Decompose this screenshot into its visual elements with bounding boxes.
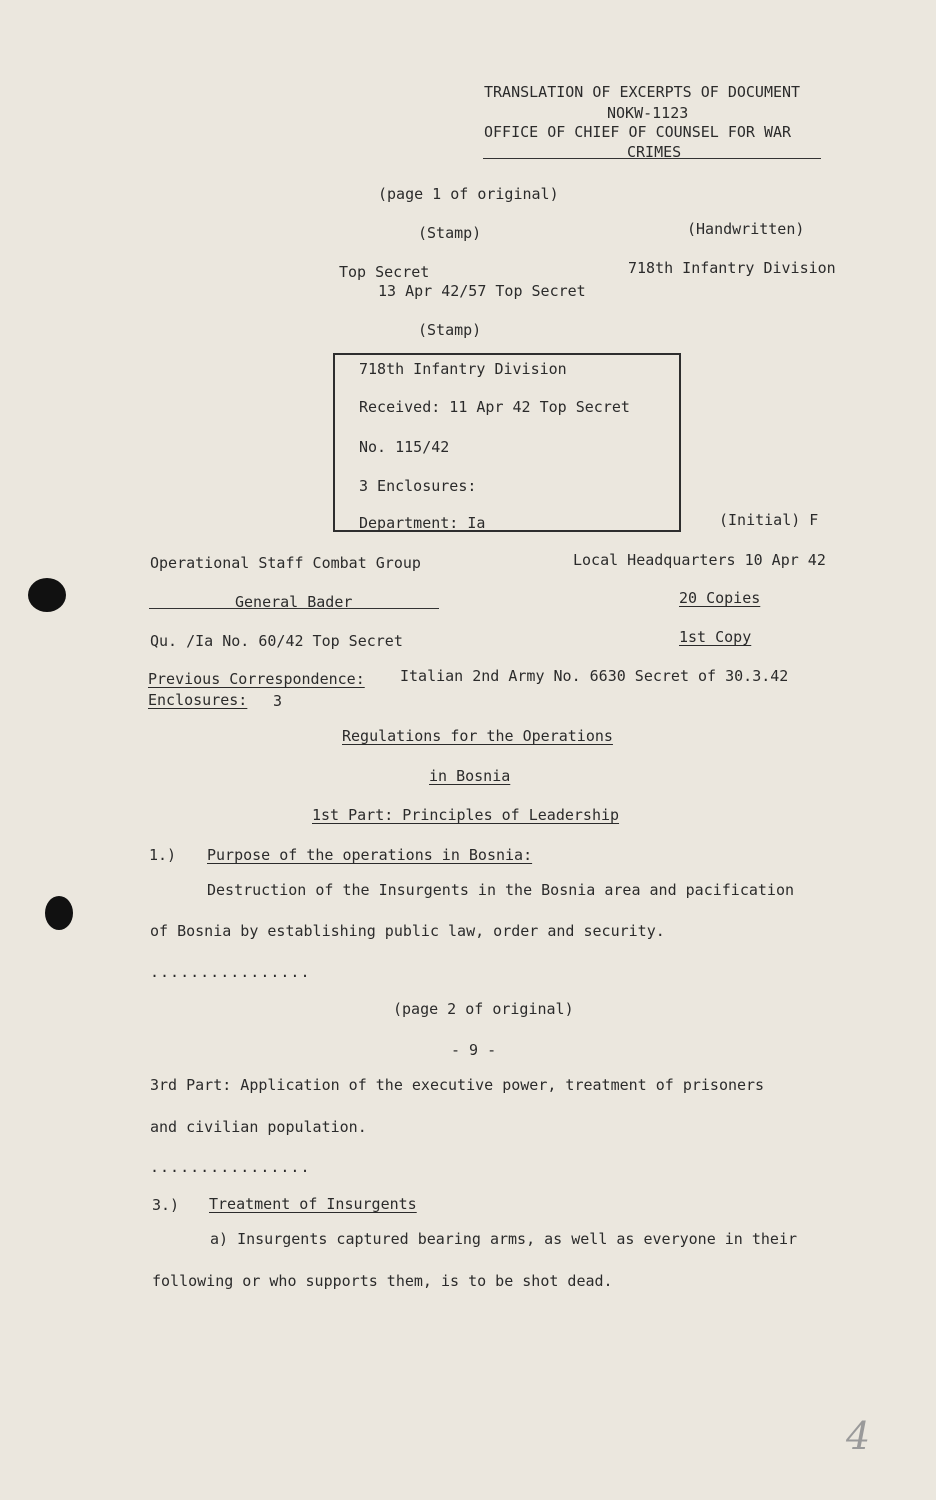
operational-staff: Operational Staff Combat Group	[150, 554, 421, 572]
page-2-marker: (page 2 of original)	[393, 1000, 574, 1018]
section-1-title: Purpose of the operations in Bosnia:	[207, 846, 533, 864]
header-rule	[483, 158, 821, 159]
section-3-text-line-2: following or who supports them, is to be shot dead.	[152, 1272, 613, 1290]
enclosures-value: 3	[273, 692, 283, 710]
enclosures-label: Enclosures:	[148, 691, 248, 709]
general-underline	[149, 608, 439, 609]
section-3-text-line-1: a) Insurgents captured bearing arms, as well as everyone in their	[210, 1230, 797, 1248]
top-secret-label: Top Secret	[339, 263, 430, 281]
punch-hole-bottom	[45, 896, 73, 930]
previous-correspondence-label: Previous Correspondence:	[148, 670, 365, 688]
part-3-text-line-1: 3rd Part: Application of the executive power, treatment of prisoners	[150, 1076, 765, 1094]
stamp-department: Department: Ia	[359, 514, 486, 532]
initial-mark: (Initial) F	[719, 511, 819, 529]
stamp-number: No. 115/42	[359, 438, 450, 456]
previous-correspondence-value: Italian 2nd Army No. 6630 Secret of 30.3.42	[400, 667, 789, 685]
ellipsis-separator-1: ................	[150, 963, 311, 981]
general-name: General Bader	[235, 593, 353, 611]
page-number: - 9 -	[451, 1041, 497, 1059]
section-1-text-line-1: Destruction of the Insurgents in the Bosnia area and pacification	[207, 881, 794, 899]
document-title-line-1: Regulations for the Operations	[342, 727, 613, 745]
stamp-received: Received: 11 Apr 42 Top Secret	[359, 398, 630, 416]
header-line-4: CRIMES	[627, 143, 682, 161]
handwritten-division: 718th Infantry Division	[628, 259, 836, 277]
stamp-enclosures: 3 Enclosures:	[359, 477, 477, 495]
stamp-division: 718th Infantry Division	[359, 360, 567, 378]
page-1-marker: (page 1 of original)	[378, 185, 559, 203]
handwritten-label: (Handwritten)	[687, 220, 805, 238]
copy-number: 1st Copy	[679, 628, 752, 646]
header-line-2: NOKW-1123	[607, 104, 689, 122]
ellipsis-separator-2: ................	[150, 1158, 311, 1176]
file-number: Qu. /Ia No. 60/42 Top Secret	[150, 632, 403, 650]
part-3-text-line-2: and civilian population.	[150, 1118, 367, 1136]
handwritten-page-number: 4	[846, 1414, 871, 1458]
section-1-number: 1.)	[149, 846, 177, 864]
location-date: Local Headquarters 10 Apr 42	[573, 551, 826, 569]
section-3-title: Treatment of Insurgents	[209, 1195, 417, 1213]
section-3-number: 3.)	[152, 1196, 180, 1214]
part-1-title: 1st Part: Principles of Leadership	[312, 806, 620, 824]
header-line-3: OFFICE OF CHIEF OF COUNSEL FOR WAR	[484, 123, 792, 141]
punch-hole-top	[28, 578, 66, 612]
copies-count: 20 Copies	[679, 589, 761, 607]
stamp-label-top: (Stamp)	[418, 224, 482, 242]
stamp-label-second: (Stamp)	[418, 321, 482, 339]
section-1-text-line-2: of Bosnia by establishing public law, order and security.	[150, 922, 665, 940]
stamp-reference: 13 Apr 42/57 Top Secret	[378, 282, 586, 300]
document-title-line-2: in Bosnia	[429, 767, 511, 785]
header-line-1: TRANSLATION OF EXCERPTS OF DOCUMENT	[484, 83, 801, 101]
